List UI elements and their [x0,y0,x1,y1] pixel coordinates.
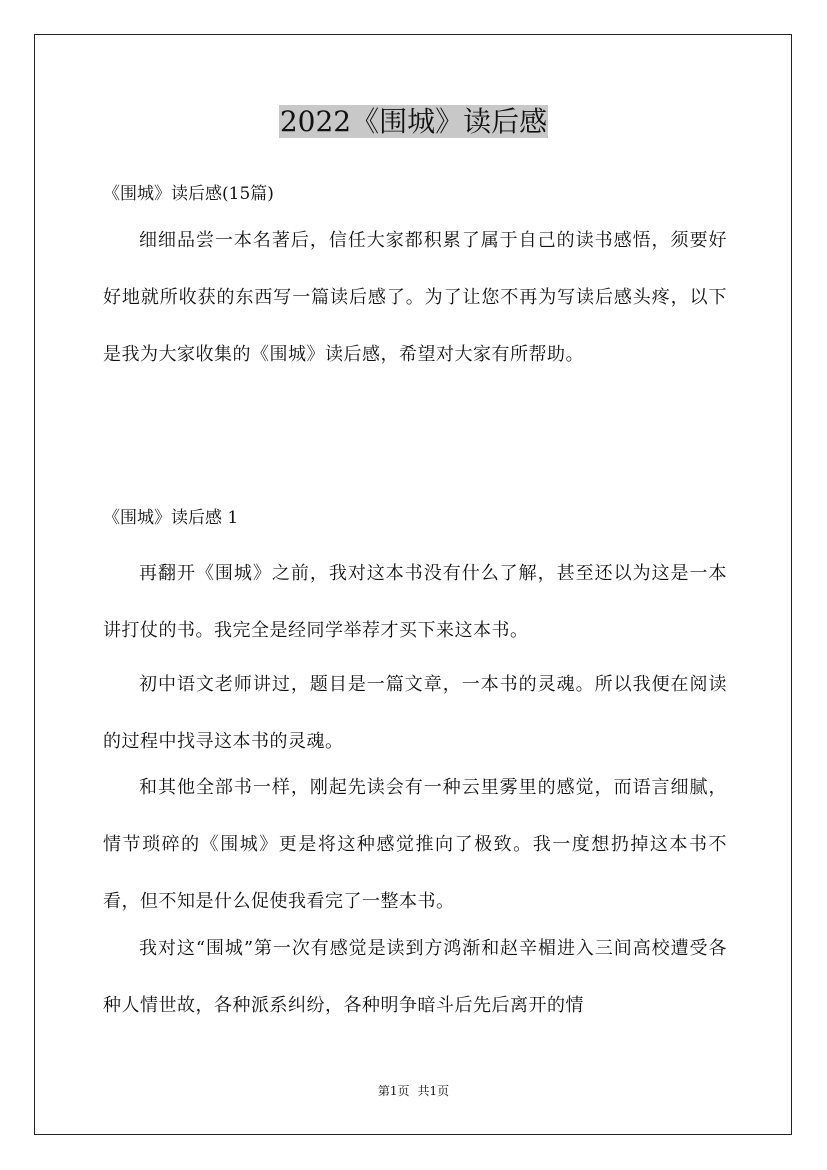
page-total: 共1页 [417,1084,450,1098]
page-footer [0,1083,827,1099]
intro-paragraph: 细细品尝一本名著后，信任大家都积累了属于自己的读书感悟，须要好好地就所收获的东西写一篇读后感了。为了让您不再为写读后感头疼，以下是我为大家收集的《围城》读后感，希望对大家有所帮助。 [103,230,727,365]
body-paragraph: 初中语文老师讲过，题目是一篇文章，一本书的灵魂。所以我便在阅读的过程中找寻这本书的灵魂。 [103,674,727,752]
document-title [0,103,827,141]
page-number: 第1页 [377,1084,410,1098]
collection-heading: 《围城》读后感(15篇) [103,184,274,204]
document-title-text: 2022《围城》读后感 [279,105,548,138]
body-paragraph: 我对这“围城”第一次有感觉是读到方鸿渐和赵辛楣进入三间高校遭受各种人情世故，各种派系纠纷，各种明争暗斗后先后离开的情 [103,938,727,1016]
essay-heading: 《围城》读后感 1 [103,508,239,528]
body-paragraph: 和其他全部书一样，刚起先读会有一种云里雾里的感觉，而语言细腻，情节琐碎的《围城》更是将这种感觉推向了极致。我一度想扔掉这本书不看，但不知是什么促使我看完了一整本书。 [103,777,727,912]
body-paragraph: 再翻开《围城》之前，我对这本书没有什么了解，甚至还以为这是一本讲打仗的书。我完全是经同学举荐才买下来这本书。 [103,563,727,641]
